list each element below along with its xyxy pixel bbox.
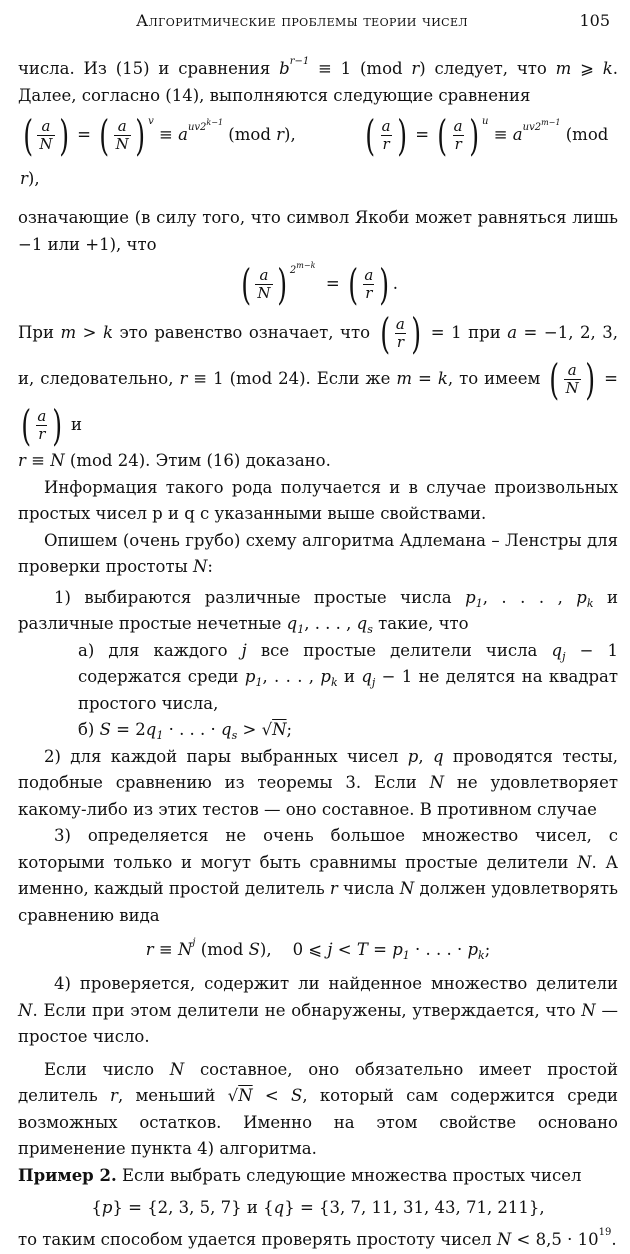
paragraph-3: При m > k это равенство означает, что ( $\frac{a}{r}$ ) = 1 при a = −1, 2, 3, и, следовательно, r ≡ 1 (mod 24). Если же m = k, то имеем ( $\frac{a}{N}$ ) = ( $\frac{a}{r}$ ) и: [18, 308, 618, 450]
step-2: 2) для каждой пары выбранных чисел p, q проводятся тесты, подобные сравнению из теоремы 3. Если N не удовлетворяет какому-либо из этих тестов — оно составное. В противном случае: [18, 746, 618, 819]
example-text: Если выбрать следующие множества простых чисел: [121, 1165, 582, 1185]
congruence-display-2: $r \equiv N^j$ (mod S), 0 ⩽ $j < T = p_1$ · . . . · $p_k$;: [145, 937, 491, 962]
page-body: [18, 56, 618, 1254]
running-head: [18, 8, 610, 34]
jacobi-display: ( $\frac{a}{N}$ ) $^{2^{m-k}}$ = ( $\frac{a}{r}$ ) .: [241, 259, 398, 309]
paragraph-6: Если число N составное, оно обязательно имеет простой делитель r, меньший √N < S, который сам содержится среди возможных остатков. Именно на этом свойстве основано применение пункта 4) алгоритма.: [18, 1059, 618, 1158]
paragraph-2: означающие (в силу того, что символ Якоби может равняться лишь −1 или +1), что: [18, 208, 618, 254]
paragraph-5: Опишем (очень грубо) схему алгоритма Адлемана – Ленстры для проверки простоты N:: [18, 530, 618, 576]
step-1b: б) $S = 2q_1$ · . . . · $q_s > √N$;: [78, 720, 293, 742]
paragraph-7: то таким способом удается проверять простоту чисел $N < 8,5 \cdot 10^{19}$.: [18, 1227, 617, 1249]
example-sets-display: {p} = {2, 3, 5, 7} и {q} = {3, 7, 11, 31, 43, 71, 211},: [91, 1198, 545, 1217]
example-2: [18, 1163, 618, 1190]
running-title: Алгоритмические проблемы теории чисел: [136, 11, 469, 30]
step-1: 1) выбираются различные простые числа $p_1$, . . . , $p_k$ и различные простые нечетные $q_1$, . . . , $q_s$ такие, что: [18, 587, 619, 636]
page-number: 105: [579, 11, 610, 30]
paragraph-1: числа. Из (15) и сравнения $b^{r-1} \equiv 1$ (mod r) следует, что m ⩾ k. Далее, согласно (14), выполняются следующие сравнения: [18, 56, 618, 105]
paragraph-4: Информация такого рода получается и в случае произвольных простых чисел p и q с указанными выше свойствами.: [18, 477, 618, 523]
step-3: 3) определяется не очень большое множество чисел, с которыми только и могут быть сравнимы простые делители N. А именно, каждый простой делитель r числа N должен удовлетворять сравнению вида: [18, 826, 618, 925]
step-1a: а) для каждого j все простые делители числа $q_j - 1$ содержатся среди $p_1$, . . . , $p_k$ и $q_j - 1$ не делятся на квадрат простого числа,: [78, 640, 618, 713]
step-4: 4) проверяется, содержит ли найденное множество делители N. Если при этом делители не обнаружены, утверждается, что N — простое число.: [18, 974, 619, 1046]
paragraph-3-end: r ≡ N (mod 24). Этим (16) доказано.: [18, 451, 331, 470]
congruence-display-1: ( $\frac{a}{N}$ ) = ( $\frac{a}{N}$ ) $^v \equiv a^{uv2^{k-1}}$ (mod r), ( $\frac{a}{r}$ ) = ( $\frac{a}{r}$ ) $^u \equiv a^{uv2^{m-1}}$ (mod r),: [20, 110, 609, 188]
example-label: Пример 2.: [18, 1165, 117, 1185]
